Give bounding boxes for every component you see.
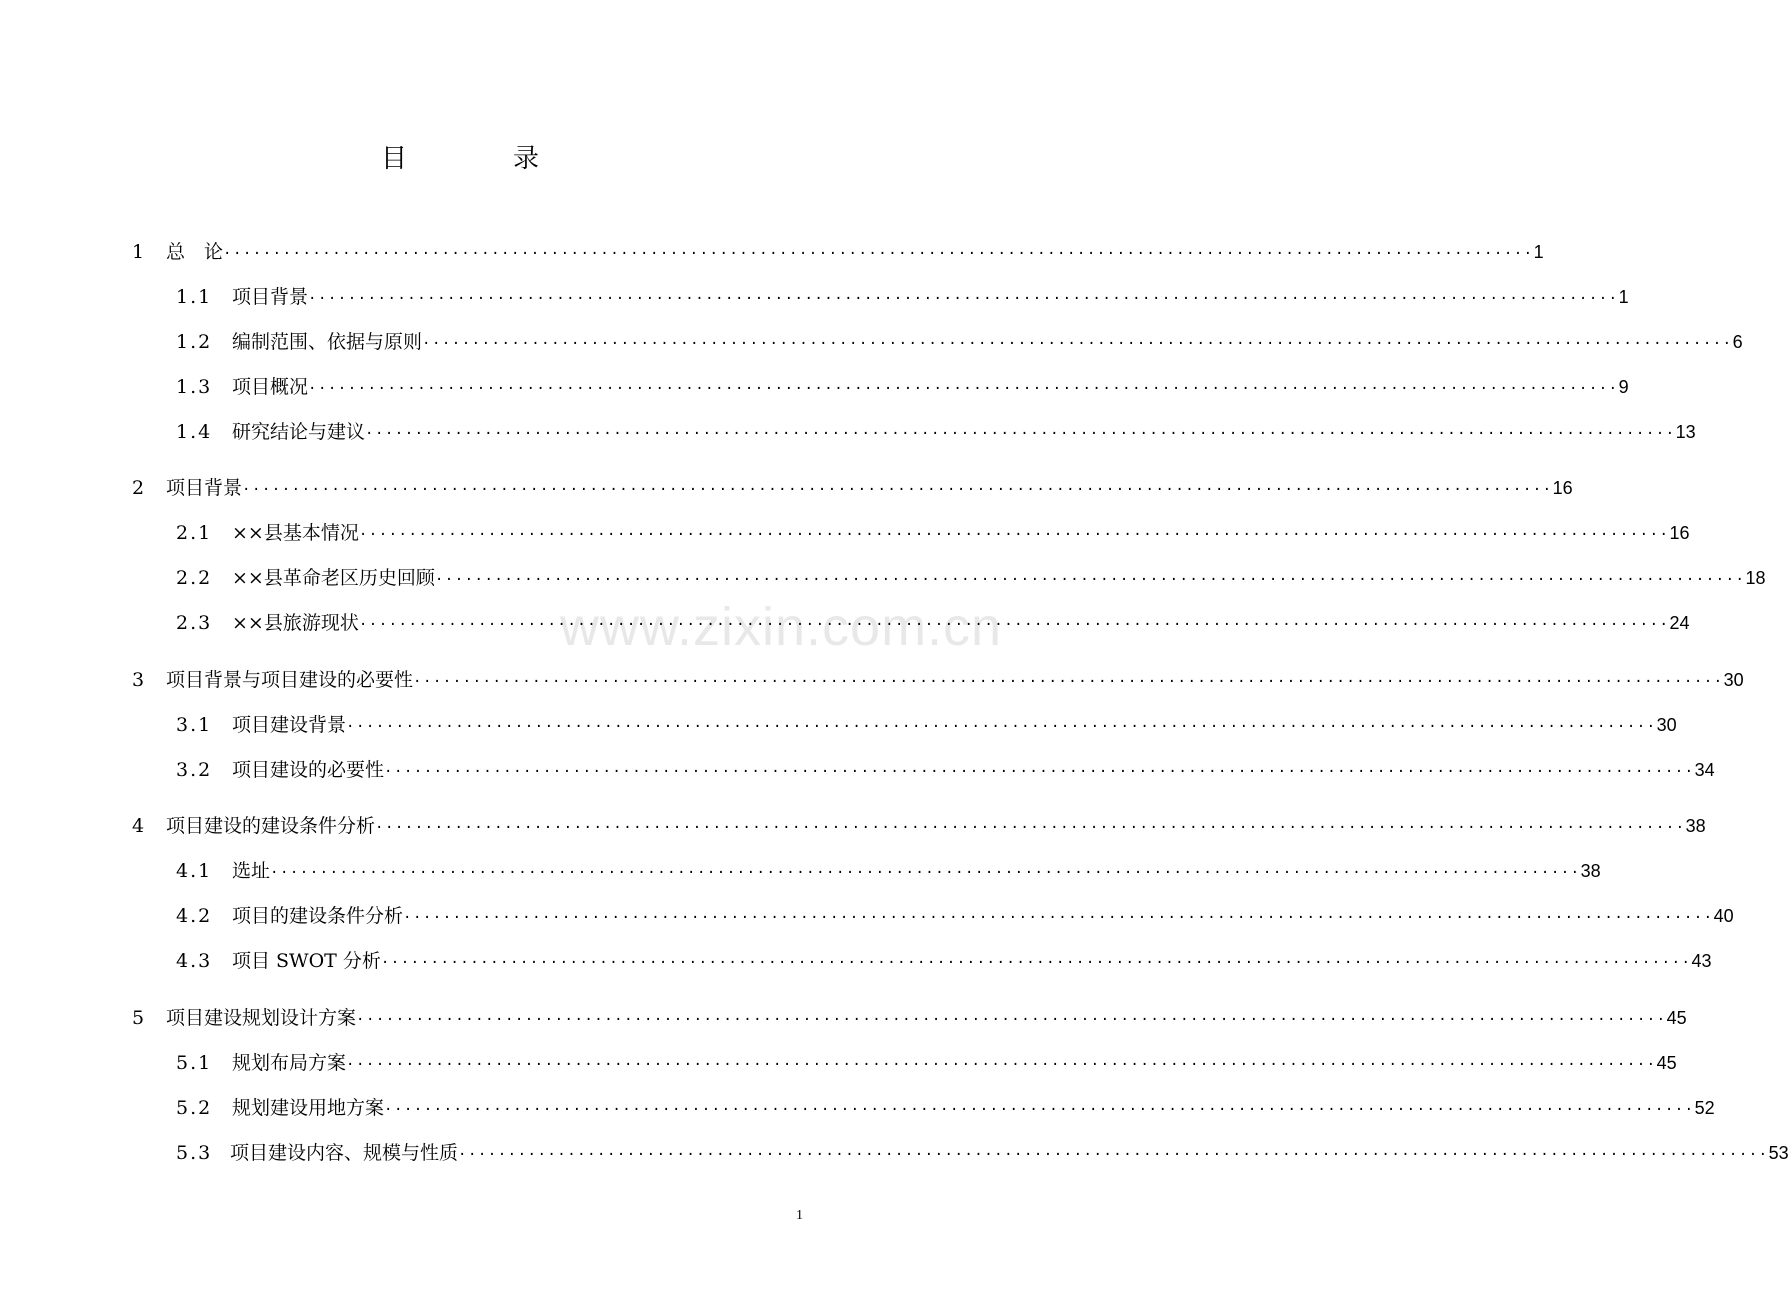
entry-number: 2.2: [176, 567, 213, 589]
dot-leader: [359, 521, 1670, 549]
dot-leader: [381, 949, 1692, 977]
toc-entry-chapter[interactable]: [132, 812, 1706, 840]
entry-number: 1.1: [176, 286, 213, 308]
entry-number: 5.1: [176, 1052, 213, 1074]
entry-page: 30: [1656, 715, 1677, 735]
entry-page: 30: [1723, 670, 1744, 690]
dot-leader: [384, 758, 1695, 786]
entry-title: 项目建设规划设计方案: [166, 1007, 357, 1029]
entry-number: 5: [132, 1007, 147, 1029]
dot-leader: [375, 814, 1686, 842]
entry-page: 9: [1618, 377, 1629, 397]
toc-entry-chapter[interactable]: [132, 238, 1544, 266]
entry-title: 项目背景: [166, 477, 243, 499]
toc-entry-chapter[interactable]: [132, 1004, 1687, 1032]
entry-page: 34: [1694, 760, 1715, 780]
entry-title: 项目的建设条件分析: [232, 905, 404, 927]
toc-entry-section[interactable]: [176, 1139, 1789, 1167]
entry-title: 项目背景与项目建设的必要性: [166, 669, 414, 691]
watermark: www.zixin.com.cn: [560, 597, 1003, 657]
entry-number: 5.3: [176, 1142, 213, 1164]
entry-number: 1.4: [176, 421, 213, 443]
toc-entry-section[interactable]: [176, 1094, 1715, 1122]
entry-title: 编制范围、依据与原则: [232, 331, 423, 353]
toc-entry-section[interactable]: [176, 902, 1734, 930]
toc-entry-section[interactable]: [176, 328, 1743, 356]
entry-page: 40: [1713, 906, 1734, 926]
toc-entry-section[interactable]: [176, 711, 1677, 739]
dot-leader: [413, 668, 1724, 696]
entry-title: 项目背景: [232, 286, 309, 308]
entry-page: 38: [1580, 861, 1601, 881]
entry-title: 项目建设的必要性: [232, 759, 385, 781]
entry-number: 2.3: [176, 612, 213, 634]
toc-entry-section[interactable]: [176, 756, 1715, 784]
page-number: 1: [796, 1208, 803, 1223]
entry-page: 38: [1685, 816, 1706, 836]
entry-title: 选址: [232, 860, 271, 882]
entry-page: 1: [1533, 242, 1544, 262]
entry-page: 16: [1552, 478, 1573, 498]
entry-number: 3.2: [176, 759, 213, 781]
dot-leader: [346, 713, 1657, 741]
entry-page: 16: [1669, 523, 1690, 543]
entry-title: 项目建设内容、规模与性质: [230, 1142, 459, 1164]
dot-leader: [356, 1006, 1667, 1034]
dot-leader: [458, 1141, 1769, 1169]
entry-number: 3: [132, 669, 147, 691]
dot-leader: [346, 1051, 1657, 1079]
entry-title: 项目 SWOT 分析: [232, 950, 381, 972]
toc-entry-section[interactable]: [176, 857, 1601, 885]
entry-page: 6: [1732, 332, 1743, 352]
dot-leader: [359, 611, 1670, 639]
dot-leader: [242, 476, 1553, 504]
entry-page: 24: [1669, 613, 1690, 633]
entry-number: 2: [132, 477, 147, 499]
toc-entry-section[interactable]: [176, 519, 1690, 547]
entry-number: 4: [132, 815, 147, 837]
dot-leader: [403, 904, 1714, 932]
entry-title: 项目概况: [232, 376, 309, 398]
entry-number: 2.1: [176, 522, 213, 544]
entry-number: 4.1: [176, 860, 213, 882]
entry-page: 45: [1666, 1008, 1687, 1028]
entry-number: 1: [132, 241, 147, 263]
toc-entry-chapter[interactable]: [132, 666, 1744, 694]
toc-entry-section[interactable]: [176, 373, 1629, 401]
toc-entry-chapter[interactable]: [132, 474, 1573, 502]
dot-leader: [308, 285, 1619, 313]
entry-title: ××县革命老区历史回顾: [232, 567, 435, 589]
toc-entry-section[interactable]: [176, 1049, 1677, 1077]
dot-leader: [384, 1096, 1695, 1124]
toc-entry-section[interactable]: [176, 609, 1690, 637]
entry-page: 43: [1691, 951, 1712, 971]
entry-title: 规划建设用地方案: [232, 1097, 385, 1119]
entry-page: 13: [1675, 422, 1696, 442]
dot-leader: [308, 375, 1619, 403]
dot-leader: [422, 330, 1733, 358]
entry-number: 1.3: [176, 376, 213, 398]
dot-leader: [365, 420, 1676, 448]
entry-title: 项目建设背景: [232, 714, 347, 736]
entry-title: 项目建设的建设条件分析: [166, 815, 376, 837]
entry-title: 研究结论与建议: [232, 421, 366, 443]
toc-entry-section[interactable]: [176, 418, 1696, 446]
toc-entry-section[interactable]: [176, 564, 1766, 592]
entry-page: 52: [1694, 1098, 1715, 1118]
toc-entry-section[interactable]: [176, 283, 1629, 311]
entry-page: 1: [1618, 287, 1629, 307]
entry-title: ××县旅游现状: [232, 612, 359, 634]
toc-entry-section[interactable]: [176, 947, 1712, 975]
entry-number: 3.1: [176, 714, 213, 736]
entry-page: 45: [1656, 1053, 1677, 1073]
entry-title: ××县基本情况: [232, 522, 359, 544]
entry-number: 1.2: [176, 331, 213, 353]
entry-title: 规划布局方案: [232, 1052, 347, 1074]
entry-page: 53: [1768, 1143, 1789, 1163]
entry-title: 总 论: [166, 241, 224, 263]
toc-title: 目 录: [380, 144, 579, 174]
entry-number: 4.3: [176, 950, 213, 972]
dot-leader: [270, 859, 1581, 887]
dot-leader: [435, 566, 1746, 594]
entry-number: 5.2: [176, 1097, 213, 1119]
dot-leader: [223, 240, 1534, 268]
entry-page: 18: [1745, 568, 1766, 588]
entry-number: 4.2: [176, 905, 213, 927]
